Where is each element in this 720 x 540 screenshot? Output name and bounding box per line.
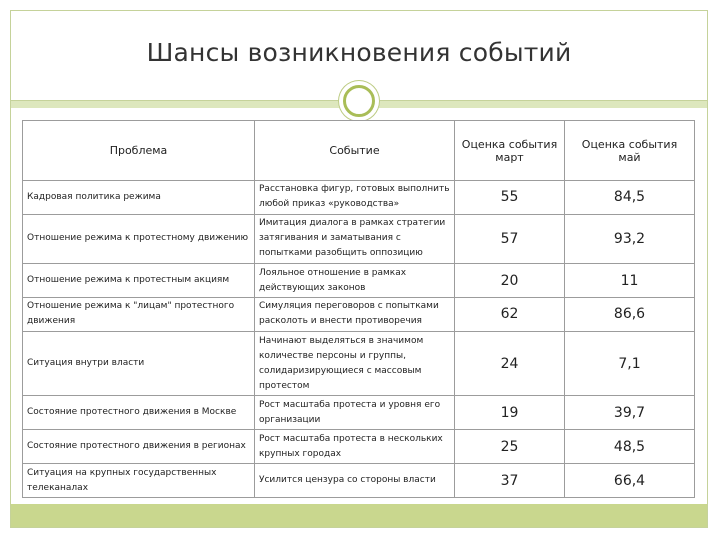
march-cell: 24 [455, 331, 565, 396]
event-cell: Расстановка фигур, готовых выполнить любой приказ «руководства» [255, 181, 455, 215]
header-problem: Проблема [23, 121, 255, 181]
events-table [22, 120, 695, 498]
table-row [23, 331, 695, 396]
problem-cell: Отношение режима к протестным акциям [23, 264, 255, 298]
march-cell: 55 [455, 181, 565, 215]
table-row [23, 214, 695, 263]
may-cell: 11 [565, 264, 695, 298]
slide-title: Шансы возникновения событий [146, 38, 572, 67]
march-cell: 20 [455, 264, 565, 298]
table-row [23, 430, 695, 464]
header-event: Событие [255, 121, 455, 181]
may-cell: 84,5 [565, 181, 695, 215]
problem-cell: Отношение режима к протестному движению [23, 214, 255, 263]
problem-cell: Состояние протестного движения в Москве [23, 396, 255, 430]
event-cell: Начинают выделяться в значимом количестве персоны и группы, солидаризирующиеся с массовым протестом [255, 331, 455, 396]
table-row [23, 181, 695, 215]
problem-cell: Ситуация на крупных государственных телеканалах [23, 464, 255, 498]
table-row [23, 264, 695, 298]
may-cell: 86,6 [565, 297, 695, 331]
event-cell: Имитация диалога в рамках стратегии затягивания и заматывания с попытками разобщить оппозицию [255, 214, 455, 263]
problem-cell: Кадровая политика режима [23, 181, 255, 215]
table-row [23, 396, 695, 430]
march-cell: 37 [455, 464, 565, 498]
march-cell: 25 [455, 430, 565, 464]
march-cell: 62 [455, 297, 565, 331]
problem-cell: Состояние протестного движения в регионах [23, 430, 255, 464]
may-cell: 66,4 [565, 464, 695, 498]
march-cell: 19 [455, 396, 565, 430]
problem-cell: Отношение режима к "лицам" протестного движения [23, 297, 255, 331]
table-row [23, 297, 695, 331]
ring-icon [343, 85, 375, 117]
event-cell: Симуляция переговоров с попытками расколоть и внести противоречия [255, 297, 455, 331]
event-cell: Рост масштаба протеста и уровня его организации [255, 396, 455, 430]
header-march: Оценка события март [455, 121, 565, 181]
may-cell: 7,1 [565, 331, 695, 396]
event-cell: Рост масштаба протеста в нескольких крупных городах [255, 430, 455, 464]
bottom-band [11, 504, 707, 527]
header-may: Оценка события май [565, 121, 695, 181]
circle-ornament-icon [338, 80, 380, 122]
may-cell: 48,5 [565, 430, 695, 464]
may-cell: 93,2 [565, 214, 695, 263]
event-cell: Лояльное отношение в рамках действующих законов [255, 264, 455, 298]
table-header-row [23, 121, 695, 181]
march-cell: 57 [455, 214, 565, 263]
may-cell: 39,7 [565, 396, 695, 430]
event-cell: Усилится цензура со стороны власти [255, 464, 455, 498]
problem-cell: Ситуация внутри власти [23, 331, 255, 396]
table-row [23, 464, 695, 498]
